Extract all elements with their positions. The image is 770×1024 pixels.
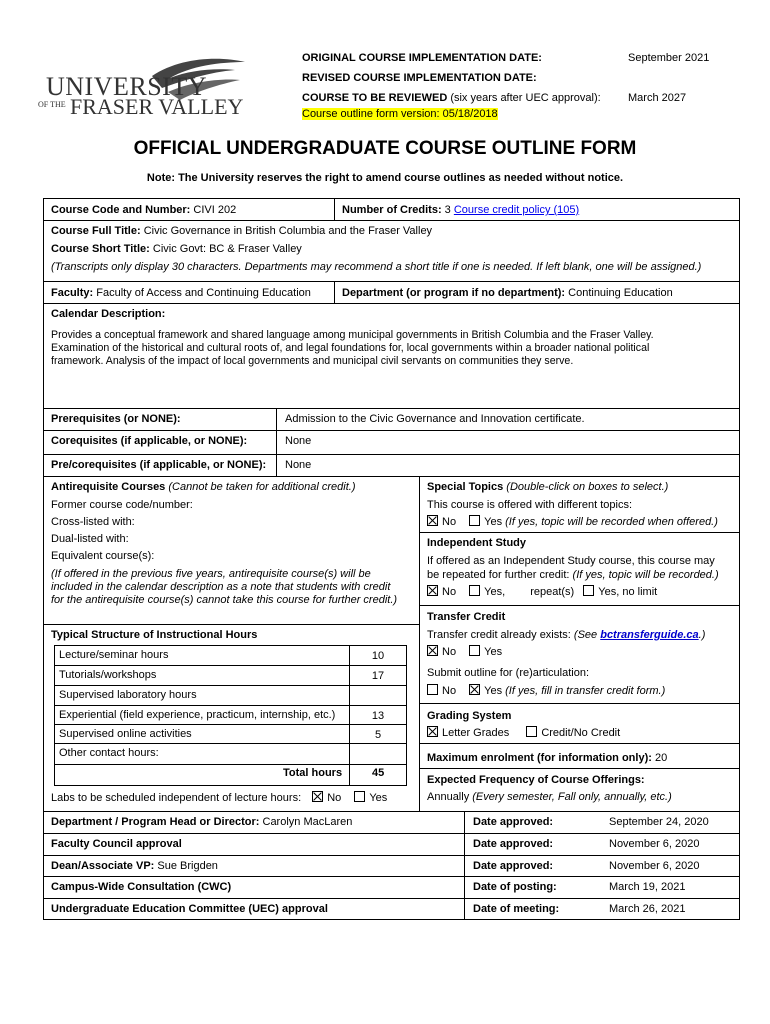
approval-date-value: March 19, 2021 <box>609 881 686 893</box>
calendar-line-1: Provides a conceptual framework and shared language among municipal governments in British Columbia and the Fraser Valley. <box>51 329 654 341</box>
indep-yes-checkbox[interactable] <box>469 585 480 596</box>
hours-row-value[interactable]: 5 <box>374 729 382 741</box>
antireq-equiv: Equivalent course(s): <box>51 550 155 562</box>
letter-grades-checkbox[interactable] <box>427 726 438 737</box>
approval-date-label: Date approved: <box>473 816 554 828</box>
hours-row-value[interactable]: 17 <box>371 670 385 682</box>
transcript-note: (Transcripts only display 30 characters. Departments may recommend a short title if one is needed. If left blank, one will be assigned.) <box>51 261 702 273</box>
approval-row-label: Undergraduate Education Committee (UEC) approval <box>51 903 328 915</box>
independent-line-1: If offered as an Independent Study course, this course may <box>427 555 715 567</box>
approval-date-value: November 6, 2020 <box>609 860 700 872</box>
approval-row-label: Dean/Associate VP: Sue Brigden <box>51 860 218 872</box>
transfer-no-checkbox[interactable] <box>427 645 438 656</box>
antireq-note-2: included in the calendar description as a note that students with credit <box>51 581 391 593</box>
special-title: Special Topics (Double-click on boxes to select.) <box>427 481 669 493</box>
independent-options: No Yes, repeat(s) Yes, no limit <box>427 585 657 598</box>
max-enrolment: Maximum enrolment (for information only): 20 <box>427 752 668 764</box>
total-hours-label: Total hours <box>283 767 343 779</box>
transfer-line-1: Transfer credit already exists: (See bctransferguide.ca.) <box>427 629 706 641</box>
transfer-submit: Submit outline for (re)articulation: <box>427 667 590 679</box>
total-hours-value: 45 <box>372 767 385 779</box>
special-no-checkbox[interactable] <box>427 515 438 526</box>
calendar-line-2: Examination of the historical and cultural roots of, and legal foundations for, local governments within a broader national political <box>51 342 650 354</box>
approval-date-value: March 26, 2021 <box>609 903 686 915</box>
approval-date-label: Date of posting: <box>473 881 557 893</box>
approval-row-label: Campus-Wide Consultation (CWC) <box>51 881 232 893</box>
hours-row-label: Lecture/seminar hours <box>59 649 169 661</box>
approval-date-label: Date approved: <box>473 860 554 872</box>
labs-line: Labs to be scheduled independent of lecture hours: No Yes <box>51 792 388 804</box>
antireq-dual: Dual-listed with: <box>51 533 129 545</box>
precoreq-label: Pre/corequisites (if applicable, or NONE): <box>51 459 267 471</box>
independent-line-2: be repeated for further credit: (If yes, topic will be recorded.) <box>427 569 719 581</box>
form-version: Course outline form version: 05/18/2018 <box>302 108 498 120</box>
precoreq-value: None <box>285 459 312 471</box>
indep-no-limit-checkbox[interactable] <box>583 585 594 596</box>
antireq-note-1: (If offered in the previous five years, antirequisite course(s) will be <box>51 568 371 580</box>
faculty: Faculty: Faculty of Access and Continuing Education <box>51 287 311 299</box>
hours-row-value[interactable]: 13 <box>371 710 385 722</box>
labs-no-checkbox[interactable] <box>312 791 323 802</box>
grading-title: Grading System <box>427 710 512 722</box>
course-credits: Number of Credits: 3 Course credit policy (105) <box>342 204 580 216</box>
approval-row-label: Department / Program Head or Director: Carolyn MacLaren <box>51 816 353 828</box>
page-title: OFFICIAL UNDERGRADUATE COURSE OUTLINE FORM <box>133 138 637 159</box>
special-line: This course is offered with different topics: <box>427 499 633 511</box>
logo-university: UNIVERSITY <box>46 72 207 101</box>
review-label: COURSE TO BE REVIEWED <box>302 92 448 104</box>
logo-fraser-valley: FRASER VALLEY <box>70 94 244 119</box>
coreq-value: None <box>285 435 312 447</box>
review-note: (six years after UEC approval): <box>447 92 601 104</box>
transfer-options: No Yes <box>427 645 502 658</box>
independent-title: Independent Study <box>427 537 526 549</box>
orig-impl-value: September 2021 <box>628 52 710 64</box>
calendar-line-3: framework. Analysis of the impact of local governments and municipal civil servants on communities they serve. <box>51 355 574 367</box>
note: Note: The University reserves the right to amend course outlines as needed without notice. <box>146 172 624 184</box>
course-code: Course Code and Number: CIVI 202 <box>51 204 237 216</box>
approval-date-label: Date approved: <box>473 838 554 850</box>
approval-date-label: Date of meeting: <box>473 903 560 915</box>
antireq-cross: Cross-listed with: <box>51 516 135 528</box>
short-title: Course Short Title: Civic Govt: BC & Fraser Valley <box>51 243 302 255</box>
hours-title: Typical Structure of Instructional Hours <box>51 629 258 641</box>
hours-row-label: Supervised laboratory hours <box>59 689 197 701</box>
full-title: Course Full Title: Civic Governance in British Columbia and the Fraser Valley <box>51 225 433 237</box>
hours-row-label: Experiential (field experience, practicum, internship, etc.) <box>59 709 336 721</box>
indep-no-checkbox[interactable] <box>427 585 438 596</box>
hours-row-label: Supervised online activities <box>59 728 192 740</box>
artic-no-checkbox[interactable] <box>427 684 438 695</box>
hours-row-value[interactable]: 10 <box>371 650 385 662</box>
artic-yes-checkbox[interactable] <box>469 684 480 695</box>
credit-policy-link[interactable]: Course credit policy (105) <box>453 204 580 216</box>
frequency-label: Expected Frequency of Course Offerings: <box>427 774 645 786</box>
prereq-value: Admission to the Civic Governance and Innovation certificate. <box>285 413 585 425</box>
approval-date-value: September 24, 2020 <box>609 816 709 828</box>
credit-no-credit-checkbox[interactable] <box>526 726 537 737</box>
bctransferguide-link[interactable]: bctransferguide.ca <box>600 629 699 641</box>
review-value: March 2027 <box>628 92 687 104</box>
transfer-submit-options: No Yes (If yes, fill in transfer credit form.) <box>427 684 665 697</box>
calendar-label: Calendar Description: <box>51 308 166 320</box>
logo-of-the: OF THE <box>38 100 66 109</box>
department: Department (or program if no department): Continuing Education <box>342 287 673 299</box>
revised-impl-label: REVISED COURSE IMPLEMENTATION DATE: <box>302 72 537 84</box>
review-label-line <box>302 92 601 104</box>
antireq-title: Antirequisite Courses (Cannot be taken for additional credit.) <box>51 481 356 493</box>
transfer-yes-checkbox[interactable] <box>469 645 480 656</box>
approval-row-label: Faculty Council approval <box>51 838 182 850</box>
prereq-label: Prerequisites (or NONE): <box>51 413 181 425</box>
transfer-title: Transfer Credit <box>427 611 506 623</box>
special-options: No Yes (If yes, topic will be recorded when offered.) <box>427 515 718 528</box>
special-yes-checkbox[interactable] <box>469 515 480 526</box>
coreq-label: Corequisites (if applicable, or NONE): <box>51 435 248 447</box>
antireq-former: Former course code/number: <box>51 499 193 511</box>
hours-row-label: Other contact hours: <box>59 747 159 759</box>
antireq-note-3: for the antirequisite course(s) cannot take this course for further credit.) <box>51 594 398 606</box>
approval-date-value: November 6, 2020 <box>609 838 700 850</box>
labs-yes-checkbox[interactable] <box>354 791 365 802</box>
university-logo <box>40 52 250 122</box>
orig-impl-label: ORIGINAL COURSE IMPLEMENTATION DATE: <box>302 52 542 64</box>
hours-row-label: Tutorials/workshops <box>59 669 157 681</box>
grading-options: Letter Grades Credit/No Credit <box>427 726 620 739</box>
frequency-value: Annually (Every semester, Fall only, annually, etc.) <box>427 791 672 803</box>
